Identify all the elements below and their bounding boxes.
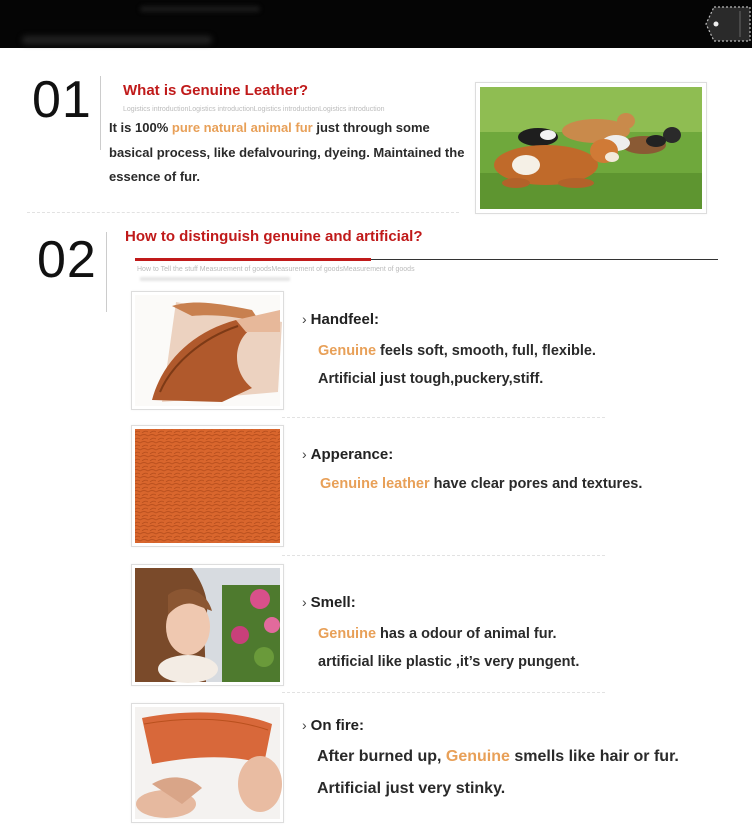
text-part: feels soft, smooth, full, flexible. xyxy=(376,343,596,359)
chevron-right-icon: › xyxy=(302,446,307,462)
section-number-02: 02 xyxy=(37,231,97,289)
handfeel-photo xyxy=(131,291,284,410)
divider-dashed xyxy=(282,417,605,418)
top-banner xyxy=(0,0,752,48)
section-subtitle-1: Logistics introductionLogistics introductionLogistics introductionLogistics introduction xyxy=(123,106,385,113)
blur-text xyxy=(140,277,290,281)
banner-blur-text xyxy=(22,36,212,44)
section-title-2: How to distinguish genuine and artificial? xyxy=(125,228,423,245)
chevron-right-icon: › xyxy=(302,594,307,610)
on-fire-line-2: Artificial just very stinky. xyxy=(317,780,506,797)
cows-photo xyxy=(475,82,707,214)
highlight-text: Genuine xyxy=(445,748,510,765)
handfeel-line-1 xyxy=(318,343,596,359)
highlight-text: pure natural animal fur xyxy=(171,120,313,135)
apperance-photo xyxy=(131,425,284,547)
divider-dashed xyxy=(282,555,605,556)
chevron-right-icon: › xyxy=(302,311,307,327)
heading-label: Smell: xyxy=(310,594,356,611)
apperance-line-1 xyxy=(320,476,642,492)
text-part: It is 100% xyxy=(109,120,172,135)
smell-line-2: artificial like plastic ,it’s very pungent. xyxy=(318,654,580,670)
highlight-text: Genuine leather xyxy=(320,476,430,492)
text-part: smells like hair or fur. xyxy=(509,748,679,765)
divider-dashed xyxy=(27,212,459,213)
smell-photo xyxy=(131,564,284,686)
heading-label: Handfeel: xyxy=(310,311,380,328)
on-fire-heading xyxy=(302,717,364,734)
heading-label: On fire: xyxy=(310,717,365,734)
on-fire-line-1 xyxy=(317,748,679,766)
text-part: After burned up, xyxy=(317,748,446,765)
handfeel-line-2: Artificial just tough,puckery,stiff. xyxy=(318,371,544,387)
on-fire-photo xyxy=(131,703,284,823)
highlight-text: Genuine xyxy=(318,626,377,642)
section-text-1 xyxy=(109,116,471,190)
section-subtitle-2: How to Tell the stuff Measurement of goodsMeasurement of goodsMeasurement of goods xyxy=(137,266,415,273)
smell-heading xyxy=(302,594,356,611)
divider xyxy=(106,232,107,312)
section-title-1: What is Genuine Leather? xyxy=(123,82,309,99)
text-part: just through some basical process, like defalvouring, dyeing. Maintained the essence of fur. xyxy=(109,120,465,184)
apperance-heading xyxy=(302,446,393,463)
chevron-right-icon: › xyxy=(302,717,307,733)
leather-tag-icon xyxy=(704,3,752,45)
divider-dashed xyxy=(282,692,605,693)
divider xyxy=(100,76,101,150)
highlight-text: Genuine xyxy=(318,343,377,359)
handfeel-heading xyxy=(302,311,379,328)
smell-line-1 xyxy=(318,626,557,642)
text-part: has a odour of animal fur. xyxy=(376,626,557,642)
banner-blur-text xyxy=(140,6,260,12)
section-number-01: 01 xyxy=(32,71,92,129)
title-underline-accent xyxy=(135,258,371,261)
heading-label: Apperance: xyxy=(310,446,394,463)
text-part: have clear pores and textures. xyxy=(429,476,643,492)
